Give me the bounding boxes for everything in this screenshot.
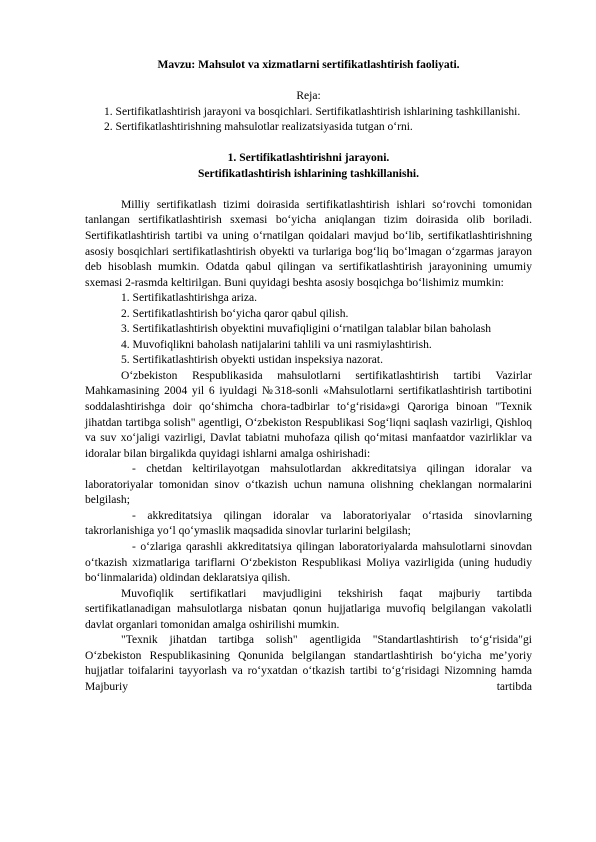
paragraph-verification: Muvofiqlik sertifikatlari mavjudligini tekshirish faqat majburiy tartibda sertifikatlanadigan mahsulotlarga nisbatan qonun hujjatlariga muvofiq belgilangan vakolatli davlat organlari tomonidan amalga oshirilishi mumkin. xyxy=(85,587,532,631)
paragraph-intro: Milliy sertifikatlash tizimi doirasida sertifikatlashtirish ishlari so‘rovchi tomonidan tanlangan sertifikatlashtirish sxemasi bo‘yicha aniqlangan tizim doirasida olib boriladi. Sertifikatlashtirish tartibi va uning o‘rnatilgan qoidalari mavjud bo‘lib, sertifikatlashtirishning asosiy bosqichlari sertifikatlashtirish obyekti va turlariga bog‘liq bo‘lmagan o‘zgarmas jarayon deb hisoblash mumkin. Odatda qabul qilingan va sertifikatlashtirish jarayonining umumiy sxemasi 2-rasmda keltirilgan. Buni quyidagi beshta asosiy bosqichga bo‘lishimiz mumkin: xyxy=(85,198,532,289)
dash-list-item-text: o‘zlariga qarashli akkreditatsiya qilingan laboratoriyalarda mahsulotlarni sinovdan o‘tkazish xizmatlariga tariflarni O‘zbekiston Respublikasi Moliya vazirligida (uning hududiy bo‘linmalarida) oldindan deklaratsiya qilish. xyxy=(85,540,532,585)
dash-list-item-text: chetdan keltirilayotgan mahsulotlardan akkreditatsiya qilingan idoralar va laboratoriyalar tomonidan sinov o‘tkazish uchun namuna olishning cheklangan normalarini belgilash; xyxy=(85,463,532,507)
plan-item-2: 2. Sertifikatlashtirishning mahsulotlar realizatsiyasida tutgan o‘rni. xyxy=(104,121,413,134)
spacer xyxy=(85,136,532,152)
step-item-5: 5. Sertifikatlashtirish obyekti ustidan inspeksiya nazorat. xyxy=(121,354,383,367)
plan-heading: Reja: xyxy=(296,90,321,103)
step-item-2: 2. Sertifikatlashtirish bo‘yicha qaror qabul qilish. xyxy=(121,307,349,320)
dash-list-item-3: - o‘zlariga qarashli akkreditatsiya qilingan laboratoriyalarda mahsulotlarni sinovdan o‘tkazish xizmatlariga tariflarni O‘zbekiston Respublikasi Moliya vazirligida (uning hududiy bo‘linmalarida) oldindan deklaratsiya qilish. xyxy=(85,540,532,585)
dash-list-item-1: - chetdan keltirilayotgan mahsulotlardan akkreditatsiya qilingan idoralar va laboratoriyalar tomonidan sinov o‘tkazish uchun namuna olishning cheklangan normalarini belgilash; xyxy=(85,463,532,507)
dash-list-item-2: - akkreditatsiya qilingan idoralar va laboratoriyalar o‘rtasida sinovlarning takrorlanishiga yo‘l qo‘ymaslik maqsadida sinovlar turlarini belgilash; xyxy=(85,509,532,538)
section-heading-line-2: Sertifikatlashtirish ishlarining tashkillanishi. xyxy=(197,167,420,180)
section-heading-line-1: 1. Sertifikatlashtirishni jarayoni. xyxy=(227,152,390,165)
spacer xyxy=(85,74,532,90)
spacer xyxy=(85,182,532,198)
dash-list-item-text: akkreditatsiya qilingan idoralar va laboratoriyalar o‘rtasida sinovlarning takrorlanishiga yo‘l qo‘ymaslik maqsadida sinovlar turlarini belgilash; xyxy=(85,509,532,538)
document-title: Mavzu: Mahsulot va xizmatlarni sertifikatlashtirish faoliyati. xyxy=(157,59,460,71)
step-item-4: 4. Muvofiqlikni baholash natijalarini tahlili va uni rasmiylashtirish. xyxy=(121,338,432,351)
step-item-3: 3. Sertifikatlashtirish obyektini muvafiqligini o‘rnatilgan talablar bilan baholash xyxy=(121,323,492,336)
plan-item-1: 1. Sertifikatlashtirish jarayoni va bosqichlari. Sertifikatlashtirish ishlarining tashkillanishi. xyxy=(104,105,521,118)
paragraph-regulation: O‘zbekiston Respublikasida mahsulotlarni sertifikatlashtirish tartibi Vazirlar Mahkamasining 2004 yil 6 iyuldagi №318-sonli «Mahsulotlarni sertifikatlashtirish tartibotini soddalashtirishga doir qo‘shimcha chora-tadbirlar to‘g‘risida»gi Qaroriga binoan "Texnik jihatdan tartibga solish" agentligi, O‘zbekiston Respublikasi Sog‘liqni saqlash vazirligi, Qishloq va suv xo‘jaligi vazirligi, Davlat tabiatni muhofaza qilish qo‘mitasi manfaatdor vazirliklar va idoralar bilan birgalikda quyidagi ishlarni amalga oshirishadi: xyxy=(85,369,532,460)
document-body xyxy=(85,58,532,695)
paragraph-agency: "Texnik jihatdan tartibga solish" agentligida "Standartlashtirish to‘g‘risida"gi O‘zbekiston Respublikasining Qonunida belgilangan standartlashtirish bo‘yicha me’yoriy hujjatlar toifalarini tayyorlash va ro‘yxatdan o‘tkazish tartibi to‘g‘risidagi Nizomning hamda Majburiy tartibda xyxy=(85,634,532,693)
step-item-1: 1. Sertifikatlashtirishga ariza. xyxy=(121,292,257,305)
